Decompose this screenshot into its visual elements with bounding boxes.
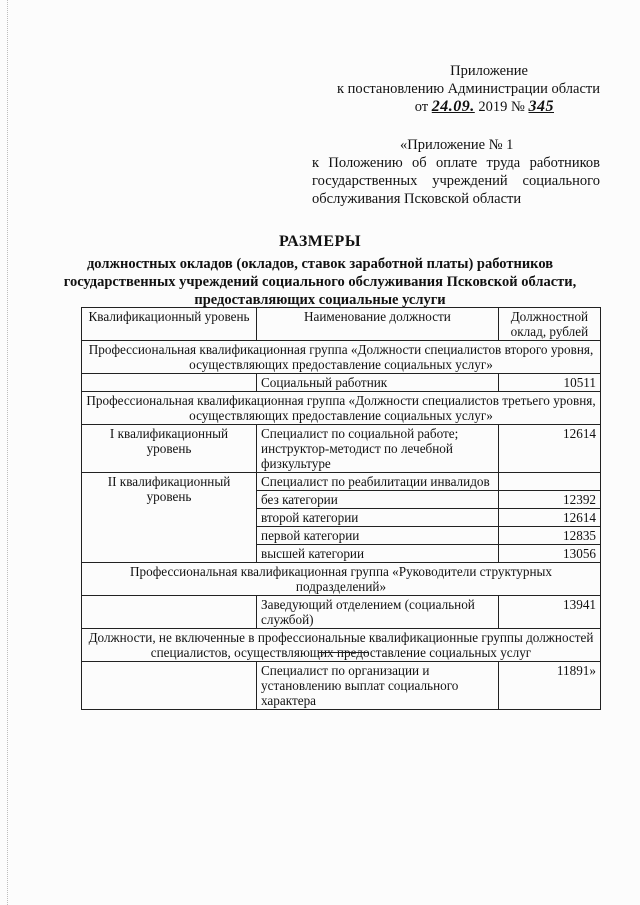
year-and-number-label: 2019 № — [478, 99, 525, 115]
table-row — [82, 596, 601, 629]
salary-table — [81, 307, 601, 710]
position-cell: Социальный работник — [257, 374, 499, 392]
level-cell-empty — [82, 662, 257, 710]
group-3-title: Профессиональная квалификационная группа «Руководители структурных подразделений» — [82, 563, 601, 596]
group-2-title: Профессиональная квалификационная группа «Должности специалистов третьего уровня, осуществляющих предоставление социальных услуг» — [82, 392, 601, 425]
position-cell: Специалист по социальной работе; инструктор-методист по лечебной физкультуре — [257, 425, 499, 473]
appendix-header — [300, 62, 600, 116]
salary-cell: 12835 — [498, 527, 600, 545]
position-cell: Специалист по организации и установлению выплат социального характера — [257, 662, 499, 710]
salary-cell: 12614 — [498, 425, 600, 473]
scan-edge-line — [7, 0, 8, 905]
table-row — [82, 473, 601, 491]
group-row — [82, 341, 601, 374]
resolution-reference: к постановлению Администрации области — [336, 81, 600, 97]
salary-cell-empty — [498, 473, 600, 491]
group-1-title: Профессиональная квалификационная группа «Должности специалистов второго уровня, осуществляющих предоставление социальных услуг» — [82, 341, 601, 374]
group-row — [82, 563, 601, 596]
salary-cell: 11891» — [498, 662, 600, 710]
table-row — [82, 662, 601, 710]
title-subtitle: должностных окладов (окладов, ставок заработной платы) работников государственных учреждений социального обслуживания Псковской области, предоставляющих социальные услуги — [63, 256, 577, 308]
regulation-title: к Положению об оплате труда работников государственных учреждений социального обслуживания Псковской области — [312, 155, 600, 207]
salary-cell: 13056 — [498, 545, 600, 563]
category-cell: без категории — [257, 491, 499, 509]
salary-cell: 13941 — [498, 596, 600, 629]
header-level: Квалификационный уровень — [82, 308, 257, 341]
group-4-title: Должности, не включенные в профессиональные квалификационные группы должностей специалистов, осуществляющих предоставление социальных услуг — [82, 629, 601, 662]
group-row — [82, 629, 601, 662]
title-heading: РАЗМЕРЫ — [278, 233, 362, 250]
salary-cell: 12614 — [498, 509, 600, 527]
level-cell: II квалификационный уровень — [82, 473, 257, 563]
handwritten-date: 24.09. — [431, 98, 475, 115]
closing-rule — [318, 652, 368, 653]
date-prefix: от — [414, 99, 429, 115]
resolution-date-line — [300, 98, 600, 116]
category-cell: второй категории — [257, 509, 499, 527]
document-title — [60, 232, 580, 309]
position-cell: Заведующий отделением (социальной службой) — [257, 596, 499, 629]
position-cell: Специалист по реабилитации инвалидов — [257, 473, 499, 491]
salary-cell: 12392 — [498, 491, 600, 509]
appendix-number: «Приложение № 1 — [400, 137, 514, 153]
table-header-row — [82, 308, 601, 341]
level-cell-empty — [82, 596, 257, 629]
level-cell: I квалификационный уровень — [82, 425, 257, 473]
regulation-reference — [312, 136, 600, 208]
category-cell: первой категории — [257, 527, 499, 545]
header-position: Наименование должности — [257, 308, 499, 341]
handwritten-number: 345 — [528, 98, 554, 115]
header-salary: Должностной оклад, рублей — [498, 308, 600, 341]
appendix-label: Приложение — [450, 63, 528, 79]
group-row — [82, 392, 601, 425]
category-cell: высшей категории — [257, 545, 499, 563]
level-cell-empty — [82, 374, 257, 392]
salary-cell: 10511 — [498, 374, 600, 392]
table-row — [82, 374, 601, 392]
table-row — [82, 425, 601, 473]
